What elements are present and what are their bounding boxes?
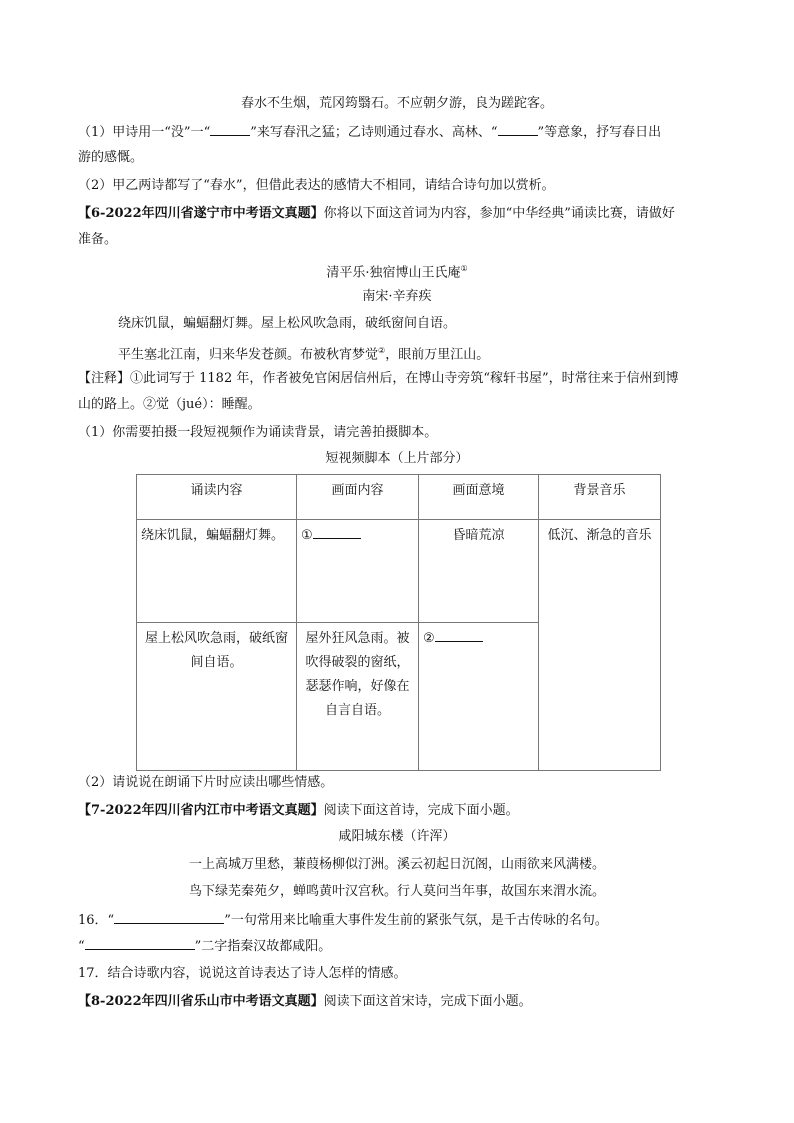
table-cell-scene bbox=[297, 623, 419, 771]
table-header-cell: 画面内容 bbox=[297, 475, 419, 520]
question-1-part3: ”等意象，抒写春日出 bbox=[537, 125, 662, 140]
poem-6-title bbox=[0, 260, 794, 282]
answer-blank-scene[interactable] bbox=[313, 526, 361, 539]
footnote-marker: ① bbox=[460, 264, 468, 273]
question-16-prefix: 16．“ bbox=[78, 913, 115, 928]
table-cell-content bbox=[137, 623, 297, 771]
blank-label: ② bbox=[423, 631, 435, 646]
answer-blank-16a[interactable] bbox=[114, 911, 224, 924]
poem-6-line-2 bbox=[118, 342, 489, 364]
answer-blank-1[interactable] bbox=[210, 123, 250, 136]
poem-line: 春水不生烟，荒冈筠翳石。不应朝夕游，良为蹉跎客。 bbox=[240, 96, 553, 111]
table-cell-text: 间自语。 bbox=[190, 655, 243, 670]
question-2: （2）甲乙两诗都写了“春水”，但借此表达的感情大不相同，请结合诗句加以赏析。 bbox=[78, 178, 555, 193]
table-cell-text: 瑟瑟作响，好像在 bbox=[305, 679, 410, 694]
answer-blank-2[interactable] bbox=[498, 123, 538, 136]
question-17: 17．结合诗歌内容，说说这首诗表达了诗人怎样的情感。 bbox=[78, 966, 407, 981]
annotation-line-2: 山的路上。②觉（jué）：睡醒。 bbox=[78, 397, 261, 412]
table-cell-music: 低沉、渐急的音乐 bbox=[539, 520, 661, 771]
table-caption: 短视频脚本（上片部分） bbox=[325, 451, 469, 466]
section-6-text: 你将以下面这首词为内容，参加“中华经典”诵读比赛，请做好 bbox=[323, 206, 675, 221]
question-1 bbox=[78, 123, 661, 142]
question-16b bbox=[78, 937, 331, 956]
answer-blank-16b[interactable] bbox=[85, 937, 195, 950]
table-header-cell: 画面意境 bbox=[419, 475, 539, 520]
table-cell-text: 吹得破裂的窗纸， bbox=[305, 655, 410, 670]
table-cell-text: 屋外狂风急雨。被 bbox=[305, 631, 410, 646]
annotation-line-1: 【注释】①此词写于 1182 年，作者被免官闲居信州后，在博山寺旁筑“稼轩书屋”，时常往来于信州到博 bbox=[78, 371, 679, 386]
table-cell-mood: 昏暗荒凉 bbox=[419, 520, 539, 623]
answer-blank-mood[interactable] bbox=[435, 629, 483, 642]
poem-7-title: 咸阳城东楼（许浑） bbox=[338, 829, 456, 844]
section-6-tag: 【6-2022年四川省遂宁市中考语文真题】 bbox=[78, 206, 324, 221]
section-8-intro bbox=[78, 993, 532, 1011]
table-cell-text: 自言自语。 bbox=[324, 703, 390, 718]
question-16-suffix: ”一句常用来比喻重大事件发生前的紧张气氛，是千古传咏的名句。 bbox=[224, 913, 608, 928]
table-header-cell: 背景音乐 bbox=[539, 475, 661, 520]
question-16 bbox=[78, 911, 608, 930]
poem-6-author: 南宋·辛弃疾 bbox=[362, 289, 432, 304]
question-6-2: （2）请说说在朗诵下片时应读出哪些情感。 bbox=[78, 775, 334, 790]
question-1-part2: ”来写春汛之猛；乙诗则通过春水、高林、“ bbox=[250, 125, 498, 140]
poem-6-line-2-a: 平生塞北江南，归来华发苍颜。布被秋宵梦觉 bbox=[118, 347, 379, 363]
table-cell-text: 屋上松风吹急雨，破纸窗 bbox=[144, 631, 288, 646]
question-16b-prefix: “ bbox=[78, 939, 85, 954]
table-cell-mood bbox=[419, 623, 539, 771]
table-header-cell: 诵读内容 bbox=[137, 475, 297, 520]
table-cell-scene bbox=[297, 520, 419, 623]
section-7-tag: 【7-2022年四川省内江市中考语文真题】 bbox=[78, 803, 324, 818]
section-6-intro bbox=[78, 205, 675, 223]
blank-label: ① bbox=[301, 528, 313, 543]
section-7-intro bbox=[78, 802, 519, 820]
poem-6-title-text: 清平乐·独宿博山王氏庵 bbox=[326, 265, 461, 281]
question-1-part1: （1）甲诗用一“没”一“ bbox=[78, 125, 211, 140]
table-header-row bbox=[137, 475, 661, 520]
question-16b-suffix: ”二字指秦汉故都咸阳。 bbox=[194, 939, 332, 954]
video-script-table bbox=[136, 474, 661, 771]
footnote-marker: ② bbox=[378, 346, 386, 355]
section-7-text: 阅读下面这首诗，完成下面小题。 bbox=[323, 803, 519, 818]
question-6-1: （1）你需要拍摄一段短视频作为诵读背景，请完善拍摄脚本。 bbox=[78, 425, 438, 440]
poem-6-line-2-b: ，眼前万里江山。 bbox=[385, 347, 490, 363]
question-1-continued: 游的感慨。 bbox=[78, 150, 144, 165]
section-8-tag: 【8-2022年四川省乐山市中考语文真题】 bbox=[78, 994, 324, 1009]
section-8-text: 阅读下面这首宋诗，完成下面小题。 bbox=[323, 994, 532, 1009]
section-6-continued: 准备。 bbox=[78, 232, 118, 247]
poem-6-line-1: 绕床饥鼠，蝙蝠翻灯舞。屋上松风吹急雨，破纸窗间自语。 bbox=[118, 316, 457, 331]
table-row bbox=[137, 520, 661, 623]
table-cell-content: 绕床饥鼠，蝙蝠翻灯舞。 bbox=[137, 520, 297, 623]
poem-7-line-2: 鸟下绿芜秦苑夕，蝉鸣黄叶汉宫秋。行人莫问当年事，故国东来渭水流。 bbox=[188, 884, 605, 899]
poem-7-line-1: 一上高城万里愁，蒹葭杨柳似汀洲。溪云初起日沉阁，山雨欲来风满楼。 bbox=[188, 857, 605, 872]
